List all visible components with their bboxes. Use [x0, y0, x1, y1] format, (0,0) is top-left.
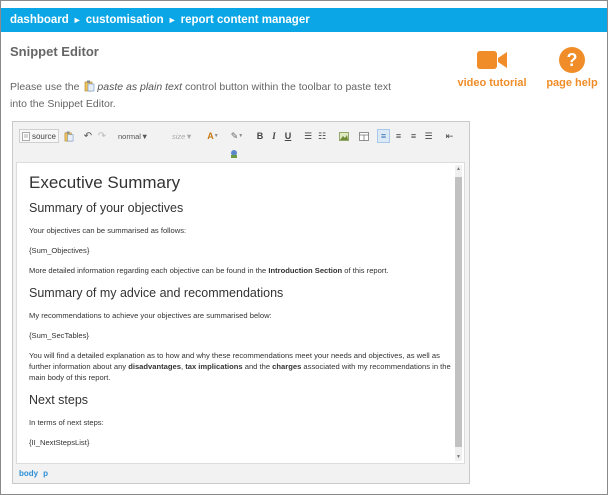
align-center-button[interactable] — [392, 129, 405, 143]
spellcheck-button[interactable] — [227, 147, 241, 161]
image-icon — [339, 132, 349, 141]
breadcrumb-customisation[interactable]: customisation — [85, 14, 164, 26]
chevron-down-icon: ▼ — [213, 133, 219, 139]
insert-table-button[interactable] — [357, 129, 370, 143]
bold-button[interactable] — [254, 129, 266, 143]
undo-icon: ↶ — [83, 130, 93, 142]
objectives-detail-text-end: of this report. — [342, 266, 389, 275]
advice-heading: Summary of my advice and recommendations — [29, 286, 284, 300]
editor-document — [29, 173, 454, 457]
align-left-button[interactable] — [377, 129, 390, 143]
svg-text:?: ? — [566, 50, 578, 70]
path-p[interactable]: p — [43, 469, 48, 478]
video-tutorial-label: video tutorial — [457, 77, 527, 89]
disadvantages-bold: disadvantages — [128, 362, 181, 371]
bold-icon: B — [256, 131, 264, 141]
breadcrumb-separator: ► — [72, 15, 82, 25]
size-select-value: size — [172, 131, 186, 141]
snippet-editor — [12, 121, 470, 484]
video-camera-icon — [476, 48, 508, 72]
breadcrumb — [1, 8, 607, 32]
objectives-detail-text: More detailed information regarding each objective can be found in the — [29, 266, 269, 275]
objectives-heading: Summary of your objectives — [29, 201, 184, 215]
intro-control-name: paste as plain text — [97, 81, 183, 93]
editor-toolbar — [16, 125, 467, 162]
scroll-down-arrow-icon[interactable]: ▼ — [456, 454, 461, 460]
table-icon — [359, 132, 369, 141]
text-color-button[interactable] — [203, 129, 223, 143]
introduction-section-bold: Introduction Section — [268, 266, 343, 275]
source-icon — [22, 132, 30, 141]
text-color-icon: A — [207, 131, 214, 141]
next-steps-token: {II_NextStepsList} — [29, 438, 90, 447]
charges-bold: charges — [272, 362, 302, 371]
align-justify-button[interactable] — [422, 129, 435, 143]
page-help-label: page help — [546, 77, 598, 89]
unordered-list-icon: ☷ — [317, 130, 327, 141]
intro-after: control button within the toolbar to paste text into the Snippet Editor. — [10, 81, 391, 110]
source-label: source — [31, 131, 56, 141]
advice-detail-paragraph — [29, 350, 454, 383]
objectives-detail-paragraph — [29, 265, 454, 276]
italic-button[interactable] — [268, 129, 280, 143]
advice-detail-and: and the — [242, 362, 273, 371]
advice-paragraph: My recommendations to achieve your objectives are summarised below: — [29, 311, 272, 320]
align-right-button[interactable] — [407, 129, 420, 143]
paste-plain-text-button[interactable] — [62, 129, 76, 143]
redo-button[interactable] — [96, 129, 108, 143]
paste-plain-text-icon — [64, 131, 74, 142]
intro-text — [10, 80, 400, 112]
align-center-icon: ≡ — [395, 131, 402, 141]
align-right-icon: ≡ — [410, 131, 417, 141]
chevron-down-icon: ▼ — [238, 133, 244, 139]
align-justify-icon: ☰ — [424, 130, 433, 141]
paste-plain-text-icon — [84, 80, 95, 97]
unordered-list-button[interactable] — [316, 129, 328, 143]
chevron-down-icon: ▼ — [185, 131, 193, 141]
objectives-token: {Sum_Objectives} — [29, 246, 90, 255]
tax-implications-bold: tax implications — [185, 362, 243, 371]
page-help-button[interactable] — [527, 45, 608, 89]
chevron-down-icon: ▼ — [140, 131, 149, 141]
advice-detail-text-end: associated with my recommendations in the main body of this report. — [29, 362, 451, 382]
indent-button[interactable] — [443, 129, 456, 143]
breadcrumb-dashboard[interactable]: dashboard — [10, 14, 69, 26]
intro-before: Please use the — [10, 81, 83, 93]
size-select[interactable] — [169, 129, 199, 143]
path-body[interactable]: body — [19, 469, 39, 478]
document-title: Executive Summary — [29, 173, 181, 192]
advice-detail-text: You will find a detailed explanation as to how and why these recommendations meet your needs and objectives, as well as further information about any — [29, 351, 440, 371]
editor-content-area[interactable] — [16, 162, 465, 464]
source-button[interactable] — [19, 129, 59, 143]
ordered-list-button[interactable] — [302, 129, 314, 143]
format-select[interactable] — [115, 129, 165, 143]
italic-icon: I — [272, 131, 276, 141]
objectives-paragraph: Your objectives can be summarised as follows: — [29, 226, 187, 235]
highlight-button[interactable] — [227, 129, 247, 143]
spellcheck-icon — [229, 149, 239, 159]
align-left-icon: ≡ — [380, 131, 387, 141]
scrollbar-thumb[interactable] — [455, 177, 462, 447]
breadcrumb-separator: ► — [167, 15, 177, 25]
underline-button[interactable] — [282, 129, 294, 143]
advice-token: {Sum_SecTables} — [29, 331, 89, 340]
breadcrumb-report-content-manager: report content manager — [180, 14, 310, 26]
scroll-up-arrow-icon[interactable]: ▲ — [456, 166, 461, 172]
highlight-icon: ✎ — [230, 130, 239, 141]
insert-image-button[interactable] — [337, 129, 350, 143]
next-steps-heading: Next steps — [29, 393, 89, 407]
question-circle-icon — [558, 46, 586, 74]
indent-icon: ⇤ — [445, 130, 454, 141]
underline-icon: U — [284, 131, 292, 141]
undo-button[interactable] — [82, 129, 94, 143]
redo-icon: ↷ — [97, 130, 107, 142]
element-path — [19, 469, 53, 478]
ordered-list-icon: ☰ — [303, 130, 313, 141]
advice-detail-comma: , — [180, 362, 186, 371]
editor-scrollbar[interactable] — [455, 165, 462, 461]
page-title: Snippet Editor — [10, 44, 99, 59]
format-select-value: normal — [118, 131, 141, 141]
video-tutorial-button[interactable] — [447, 45, 537, 89]
next-steps-paragraph: In terms of next steps: — [29, 418, 104, 427]
